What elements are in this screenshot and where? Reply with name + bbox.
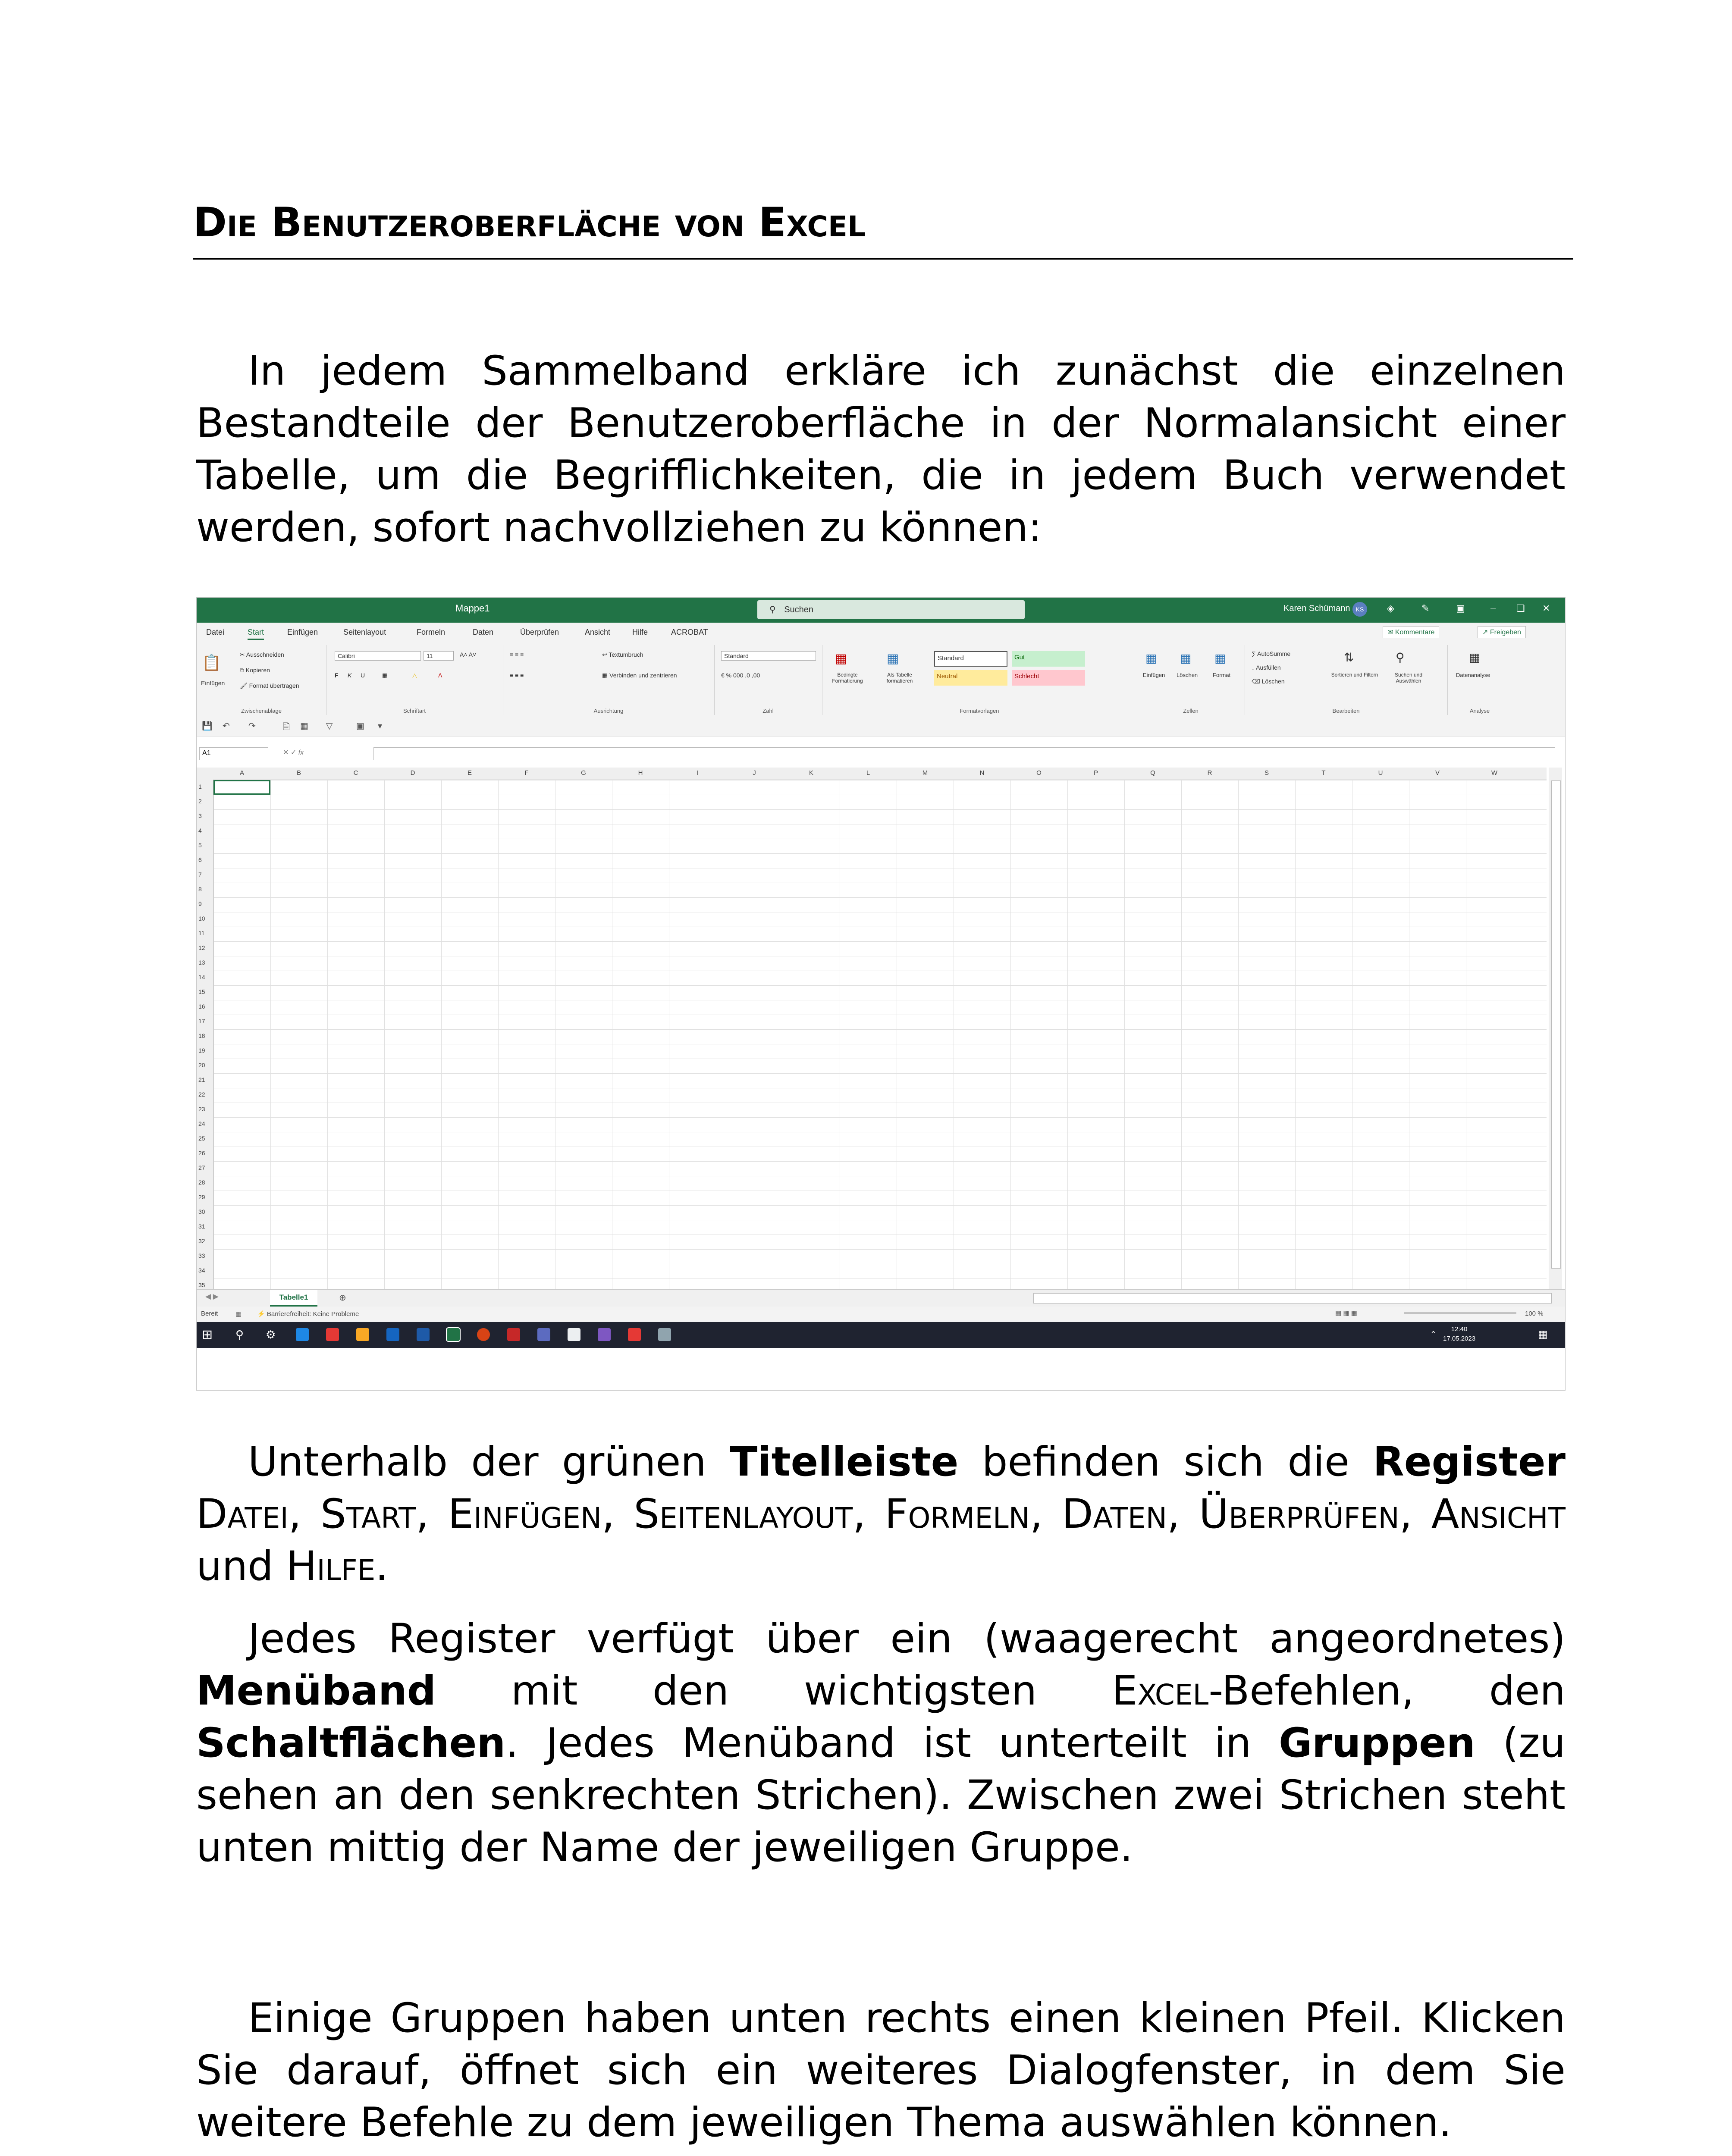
row-header[interactable]: 20	[198, 1062, 205, 1069]
insert-cells-icon[interactable]: ▦	[1145, 652, 1157, 665]
formula-bar	[197, 746, 1565, 762]
tab-einfuegen[interactable]: Einfügen	[287, 628, 318, 636]
row-header[interactable]: 18	[198, 1032, 205, 1039]
row-header[interactable]: 12	[198, 944, 205, 951]
clear-label: Löschen	[1261, 678, 1285, 685]
number-format-select[interactable]: Standard	[721, 651, 816, 661]
registers-paragraph: Unterhalb der grünen Titelleiste befinden sich die Register Datei, Start, Einfügen, Seitenlayout, Formeln, Daten, Überprüfen, Ansicht und Hilfe.	[196, 1438, 1566, 1590]
data-analysis-label[interactable]: Datenanalyse	[1456, 672, 1490, 678]
group-clipboard	[197, 645, 326, 715]
tab-ansicht[interactable]: Ansicht	[585, 628, 611, 636]
ribbon	[197, 642, 1565, 718]
worksheet-grid[interactable]	[197, 768, 1547, 1289]
outlook-icon[interactable]	[386, 1328, 399, 1341]
row-header[interactable]: 34	[198, 1267, 205, 1274]
sort-filter-label[interactable]: Sortieren und Filtern	[1331, 672, 1378, 678]
clock-time: 12:40	[1451, 1326, 1468, 1333]
row-header[interactable]: 9	[198, 900, 202, 907]
row-header[interactable]: 7	[198, 871, 202, 878]
comments-label: Kommentare	[1395, 629, 1435, 636]
function-icon[interactable]: ✕ ✓ fx	[283, 749, 304, 756]
row-header[interactable]: 10	[198, 915, 205, 922]
row-header[interactable]: 30	[198, 1208, 205, 1215]
group-name-editing: Bearbeiten	[1332, 708, 1360, 714]
fx-label: fx	[298, 749, 304, 756]
row-header[interactable]: 35	[198, 1282, 205, 1288]
format-table-label[interactable]: Als Tabelle formatieren	[886, 672, 913, 684]
row-header[interactable]: 29	[198, 1194, 205, 1200]
file-explorer-icon[interactable]	[356, 1328, 369, 1341]
register-hilfe: Hilfe	[286, 1543, 376, 1590]
column-header[interactable]: L	[866, 769, 870, 777]
name-box[interactable]: A1	[199, 747, 268, 760]
group-name-analysis: Analyse	[1469, 708, 1490, 714]
column-header[interactable]: P	[1093, 769, 1098, 777]
column-header[interactable]: H	[638, 769, 643, 777]
tab-start[interactable]: Start	[248, 628, 264, 640]
row-headers	[197, 780, 213, 1289]
app2-icon[interactable]	[598, 1328, 611, 1341]
align-top-icon[interactable]: ≡ ≡ ≡	[510, 651, 524, 658]
column-header[interactable]: F	[524, 769, 529, 777]
format-painter-label: Format übertragen	[249, 682, 299, 689]
horizontal-scrollbar[interactable]	[1033, 1293, 1552, 1304]
row-header[interactable]: 24	[198, 1120, 205, 1127]
text: mit den wichtigsten	[436, 1667, 1112, 1714]
arrow-paragraph: Einige Gruppen haben unten rechts einen kleinen Pfeil. Klicken Sie darauf, öffnet sich ein weiteres Dialogfenster, in dem Sie weitere Befehle zu dem jeweiligen Thema auswählen können.	[196, 1995, 1566, 2146]
group-name-clipboard: Zwischenablage	[241, 708, 282, 714]
search-icon: ⚲	[769, 605, 776, 614]
row-header[interactable]: 17	[198, 1018, 205, 1025]
column-header[interactable]: T	[1321, 769, 1326, 777]
column-header[interactable]: E	[467, 769, 472, 777]
column-header[interactable]: A	[239, 769, 244, 777]
table-icon[interactable]: ▦	[300, 721, 308, 731]
wrap-text-button[interactable]: ↩ Textumbruch	[602, 651, 643, 658]
app3-icon[interactable]	[658, 1328, 671, 1341]
column-header[interactable]: G	[581, 769, 586, 777]
font-color-icon[interactable]: A	[438, 672, 442, 679]
column-header[interactable]: U	[1378, 769, 1383, 777]
register-seitenlayout: Seitenlayout	[634, 1491, 853, 1538]
find-select-label[interactable]: Suchen und Auswählen	[1394, 672, 1423, 684]
pen-icon[interactable]: ✎	[1421, 603, 1430, 614]
term-register: Register	[1373, 1438, 1566, 1485]
scroll-thumb[interactable]	[1551, 780, 1561, 1269]
text: .	[375, 1543, 389, 1590]
style-standard[interactable]: Standard	[934, 651, 1007, 667]
row-header[interactable]: 1	[198, 783, 202, 790]
group-name-styles: Formatvorlagen	[960, 708, 999, 714]
accessibility-status[interactable]: ⚡ Barrierefreiheit: Keine Probleme	[257, 1310, 359, 1318]
autosum-label: AutoSumme	[1257, 650, 1291, 657]
currency-icon[interactable]: € % 000 ,0 ,00	[721, 672, 760, 679]
style-good[interactable]: Gut	[1012, 651, 1085, 667]
row-header[interactable]: 15	[198, 988, 205, 995]
quick-access-toolbar	[197, 717, 1565, 736]
row-header[interactable]: 22	[198, 1091, 205, 1098]
save-icon[interactable]: 💾	[202, 721, 213, 731]
format-table-icon[interactable]: ▦	[887, 652, 899, 666]
cell-area[interactable]	[213, 780, 1547, 1289]
row-header[interactable]: 25	[198, 1135, 205, 1142]
column-header[interactable]: N	[979, 769, 985, 777]
group-number	[714, 645, 822, 715]
style-bad[interactable]: Schlecht	[1012, 670, 1085, 686]
menuband-paragraph	[196, 1613, 1566, 1874]
group-name-alignment: Ausrichtung	[593, 708, 624, 714]
row-header[interactable]: 2	[198, 798, 202, 805]
taskbar-search-icon[interactable]: ⚲	[235, 1328, 244, 1341]
register-start: Start	[320, 1491, 416, 1538]
word-icon[interactable]	[417, 1328, 430, 1341]
windows-start-icon[interactable]: ⊞	[202, 1328, 213, 1342]
term-menueband: Menüband	[196, 1667, 436, 1714]
style-neutral[interactable]: Neutral	[934, 670, 1007, 686]
fill-color-icon[interactable]: △	[412, 672, 417, 679]
align-left-icon[interactable]: ≡ ≡ ≡	[510, 672, 524, 679]
filter-icon[interactable]: ▽	[326, 721, 333, 731]
tab-acrobat[interactable]: ACROBAT	[671, 628, 708, 636]
formula-input[interactable]	[373, 747, 1555, 760]
term-excel: Excel	[1111, 1667, 1209, 1714]
font-size-select[interactable]: 11	[424, 651, 454, 661]
sort-filter-icon[interactable]: ⇅	[1344, 651, 1354, 664]
user-avatar[interactable]: KS	[1352, 602, 1367, 617]
column-header[interactable]: I	[696, 769, 699, 777]
row-header[interactable]: 4	[198, 827, 202, 834]
data-analysis-icon[interactable]: ▦	[1469, 651, 1481, 664]
text: befinden sich die	[958, 1438, 1373, 1485]
grow-font-icon[interactable]: A˄ A˅	[460, 651, 477, 658]
windows-taskbar	[197, 1322, 1565, 1348]
redo-icon[interactable]: ↷	[248, 721, 256, 731]
diamond-icon[interactable]: ◈	[1387, 603, 1394, 614]
column-header[interactable]: O	[1036, 769, 1042, 777]
find-icon[interactable]: ⚲	[1396, 651, 1405, 664]
row-header[interactable]: 6	[198, 856, 202, 863]
cut-label: Ausschneiden	[246, 651, 284, 658]
status-ready: Bereit	[201, 1310, 218, 1317]
group-name-font: Schriftart	[403, 708, 426, 714]
row-header[interactable]: 27	[198, 1164, 205, 1171]
column-header[interactable]: S	[1264, 769, 1269, 777]
ribbon-tabs	[197, 623, 1565, 642]
paste-label[interactable]: Einfügen	[201, 680, 225, 686]
print-preview-icon[interactable]: 🖹	[283, 722, 290, 732]
group-cells	[1137, 645, 1245, 715]
column-header[interactable]: K	[809, 769, 813, 777]
delete-cells-icon[interactable]: ▦	[1180, 652, 1192, 665]
restore-icon[interactable]: ❏	[1516, 603, 1525, 614]
group-alignment	[503, 645, 715, 715]
text: . Jedes Menüband ist unterteilt in	[505, 1720, 1279, 1767]
underline-icon[interactable]: U	[361, 672, 365, 679]
text: Unterhalb der grünen	[248, 1438, 730, 1485]
text: -Befehlen, den	[1208, 1667, 1566, 1714]
conditional-format-icon[interactable]: ▦	[835, 652, 847, 666]
row-header[interactable]: 14	[198, 974, 205, 981]
column-header[interactable]: Q	[1150, 769, 1155, 777]
firefox-icon[interactable]	[477, 1328, 490, 1341]
copy-button[interactable]: ⧉ Kopieren	[240, 667, 270, 674]
user-name: Karen Schümann	[1283, 604, 1350, 613]
excel-screenshot	[196, 597, 1566, 1391]
share-button[interactable]: ↗ Freigeben	[1478, 626, 1526, 638]
row-header[interactable]: 3	[198, 812, 202, 819]
row-header[interactable]: 19	[198, 1047, 205, 1054]
zoom-level[interactable]: 100 %	[1525, 1310, 1544, 1317]
row-header[interactable]: 21	[198, 1076, 205, 1083]
font-family-select[interactable]: Calibri	[335, 651, 421, 661]
minimize-icon[interactable]: –	[1490, 603, 1496, 614]
row-header[interactable]: 13	[198, 959, 205, 966]
sheet-tab-bar	[197, 1289, 1565, 1307]
conditional-format-label[interactable]: Bedingte Formatierung	[832, 672, 863, 684]
row-header[interactable]: 28	[198, 1179, 205, 1186]
row-header[interactable]: 31	[198, 1223, 205, 1230]
insert-cells-label[interactable]: Einfügen	[1143, 672, 1165, 678]
app-icon[interactable]	[507, 1328, 520, 1341]
column-header[interactable]: R	[1207, 769, 1212, 777]
merge-label: Verbinden und zentrieren	[609, 672, 677, 679]
term-schaltflaechen: Schaltflächen	[196, 1720, 506, 1767]
group-analysis	[1447, 645, 1512, 715]
window-title: Mappe1	[455, 603, 490, 614]
text: und	[196, 1543, 286, 1590]
sheet-tab[interactable]: Tabelle1	[270, 1290, 317, 1307]
row-header[interactable]: 26	[198, 1150, 205, 1156]
group-styles	[822, 645, 1137, 715]
clock-date: 17.05.2023	[1443, 1335, 1476, 1342]
notification-icon[interactable]: ▦	[1538, 1329, 1548, 1340]
register-ueberpruefen: Überprüfen	[1199, 1491, 1399, 1538]
merge-button[interactable]: ▦ Verbinden und zentrieren	[602, 672, 677, 679]
register-einfuegen: Einfügen	[448, 1491, 602, 1538]
copy-label: Kopieren	[245, 667, 270, 674]
intro-paragraph: In jedem Sammelband erkläre ich zunächst die einzelnen Bestandteile der Benutzeroberfläche in der Normalansicht einer Tabelle, um die Begrifflichkeiten, die in jedem Buch verwendet werden, sofort nachvollziehen zu können:	[196, 348, 1566, 551]
clear-button[interactable]: ⌫ Löschen	[1252, 678, 1285, 685]
format-cells-icon[interactable]: ▦	[1214, 652, 1226, 665]
undo-icon[interactable]: ↶	[223, 721, 230, 731]
row-header[interactable]: 8	[198, 886, 202, 893]
chrome-icon[interactable]	[326, 1328, 339, 1341]
active-cell[interactable]	[213, 780, 270, 795]
ribbon-display-icon[interactable]: ▣	[1456, 603, 1465, 614]
row-header[interactable]: 32	[198, 1238, 205, 1244]
row-header[interactable]: 5	[198, 842, 202, 849]
cut-button[interactable]: ✂ Ausschneiden	[240, 651, 284, 658]
search-box[interactable]	[757, 600, 1025, 619]
group-name-cells: Zellen	[1183, 708, 1199, 714]
column-header[interactable]: V	[1435, 769, 1440, 777]
status-bar	[197, 1307, 1565, 1322]
row-header[interactable]: 23	[198, 1106, 205, 1112]
wrap-text-label: Textumbruch	[609, 651, 643, 658]
format-cells-label[interactable]: Format	[1213, 672, 1231, 678]
tab-daten[interactable]: Daten	[473, 628, 494, 636]
section-heading: Die Benutzeroberfläche von Excel	[193, 195, 1573, 260]
group-font	[326, 645, 503, 715]
tab-ueberpruefen[interactable]: Überprüfen	[520, 628, 559, 636]
register-formeln: Formeln	[885, 1491, 1030, 1538]
cloud-icon[interactable]	[568, 1328, 580, 1341]
share-label: Freigeben	[1490, 629, 1521, 636]
row-header[interactable]: 33	[198, 1252, 205, 1259]
column-header[interactable]: M	[922, 769, 928, 777]
register-daten: Daten	[1062, 1491, 1167, 1538]
fill-button[interactable]: ↓ Ausfüllen	[1252, 664, 1281, 671]
tray-icon[interactable]: ⌃	[1430, 1330, 1437, 1338]
column-header[interactable]: W	[1491, 769, 1498, 777]
tab-hilfe[interactable]: Hilfe	[632, 628, 648, 636]
delete-cells-label[interactable]: Löschen	[1177, 672, 1198, 678]
tab-formeln[interactable]: Formeln	[417, 628, 446, 636]
paste-icon[interactable]: 📋	[202, 654, 221, 671]
column-header[interactable]: J	[753, 769, 756, 777]
register-datei: Datei	[196, 1491, 289, 1538]
acrobat-icon[interactable]	[628, 1328, 641, 1341]
tab-seitenlayout[interactable]: Seitenlayout	[343, 628, 386, 636]
register-ansicht: Ansicht	[1431, 1491, 1566, 1538]
teams-icon[interactable]	[537, 1328, 550, 1341]
tab-datei[interactable]: Datei	[206, 628, 225, 636]
edge-icon[interactable]	[296, 1328, 309, 1341]
add-sheet-icon[interactable]: ⊕	[339, 1293, 346, 1303]
term-gruppen: Gruppen	[1279, 1720, 1475, 1767]
macro-icon[interactable]: ▦	[235, 1310, 242, 1318]
taskbar-settings-icon[interactable]: ⚙	[266, 1328, 276, 1341]
excel-icon[interactable]	[447, 1328, 460, 1341]
border-icon[interactable]: ▦	[382, 672, 388, 679]
column-header[interactable]: C	[353, 769, 358, 777]
group-editing	[1245, 645, 1448, 715]
sheet-nav-icon[interactable]: ◀ ▶	[205, 1292, 219, 1300]
bold-icon[interactable]: F	[335, 672, 339, 679]
text: Jedes Register verfügt über ein (waagerecht angeordnetes)	[248, 1615, 1566, 1662]
term-titelleiste: Titelleiste	[730, 1438, 959, 1485]
taskbar-clock[interactable]	[1443, 1325, 1475, 1344]
text: (zu sehen an den senkrechten Strichen). Zwischen zwei Strichen steht unten mittig der Name der jeweiligen Gruppe.	[196, 1720, 1566, 1871]
row-header[interactable]: 16	[198, 1003, 205, 1010]
format-painter-button[interactable]: 🖌 Format übertragen	[240, 682, 299, 689]
customize-qat-icon[interactable]: ▾	[378, 721, 383, 731]
form-icon[interactable]: ▣	[356, 721, 364, 731]
row-header[interactable]: 11	[198, 930, 205, 937]
autosum-button[interactable]: ∑ AutoSumme	[1252, 650, 1291, 657]
column-header[interactable]: B	[296, 769, 301, 777]
accessibility-label: Barrierefreiheit: Keine Probleme	[267, 1310, 359, 1318]
group-name-number: Zahl	[762, 708, 774, 714]
column-header[interactable]: D	[410, 769, 415, 777]
column-headers	[197, 768, 1547, 780]
excel-titlebar	[197, 598, 1565, 623]
comments-button[interactable]: ✉ Kommentare	[1383, 626, 1439, 638]
fill-label: Ausfüllen	[1256, 664, 1281, 671]
view-normal-icon[interactable]: ▦ ▦ ▦	[1335, 1310, 1357, 1317]
vertical-scrollbar[interactable]	[1549, 768, 1562, 1289]
italic-icon[interactable]: K	[348, 672, 352, 679]
search-placeholder: Suchen	[784, 605, 814, 614]
close-icon[interactable]: ✕	[1542, 603, 1550, 614]
